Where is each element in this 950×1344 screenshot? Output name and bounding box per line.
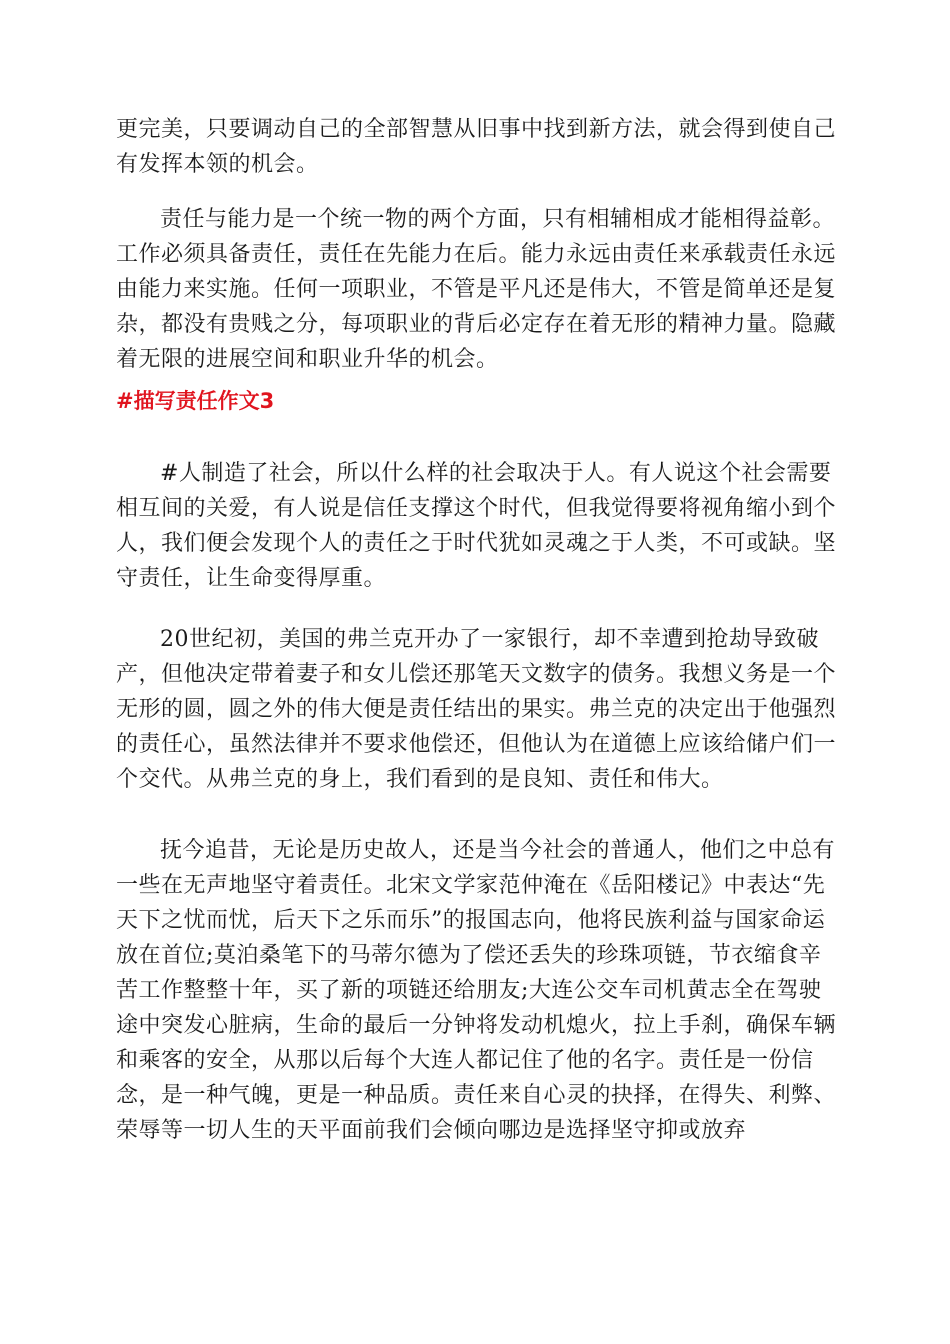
paragraph-3 [116, 456, 836, 596]
paragraph-1 [116, 112, 836, 182]
paragraph-2 [116, 202, 836, 377]
text-line: 的责任心，虽然法律并不要求他偿还，但他认为在道德上应该给储户们一 [116, 732, 837, 757]
text-line: 念，是一种气魄，更是一种品质。责任来自心灵的抉择，在得失、利弊、 [116, 1083, 837, 1108]
text-line: 有发挥本领的机会。 [116, 152, 319, 177]
text-line: 产，但他决定带着妻子和女儿偿还那笔天文数字的债务。我想义务是一个 [116, 662, 837, 687]
text-line: 杂，都没有贵贱之分，每项职业的背后必定存在着无形的精神力量。隐藏 [116, 312, 837, 337]
text-line: 责任与能力是一个统一物的两个方面，只有相辅相成才能相得益彰。 [160, 207, 836, 232]
text-line: 相互间的关爱，有人说是信任支撑这个时代，但我觉得要将视角缩小到个 [116, 496, 837, 521]
text-line: 途中突发心脏病，生命的最后一分钟将发动机熄火，拉上手刹，确保车辆 [116, 1013, 837, 1038]
text-line: 由能力来实施。任何一项职业，不管是平凡还是伟大，不管是简单还是复 [116, 277, 837, 302]
text-line: 个交代。从弗兰克的身上，我们看到的是良知、责任和伟大。 [116, 767, 724, 792]
text-line: 工作必须具备责任，责任在先能力在后。能力永远由责任来承载责任永远 [116, 242, 837, 267]
section-heading: #描写责任作文3 [116, 389, 275, 413]
text-line: 着无限的进展空间和职业升华的机会。 [116, 347, 499, 372]
text-line: 20世纪初，美国的弗兰克开办了一家银行，却不幸遭到抢劫导致破 [160, 627, 819, 652]
text-line: 荣辱等一切人生的天平面前我们会倾向哪边是选择坚守抑或放弃 [116, 1118, 747, 1143]
text-line: 苦工作整整十年，买了新的项链还给朋友;大连公交车司机黄志全在驾驶 [116, 978, 822, 1003]
text-line: 天下之忧而忧，后天下之乐而乐”的报国志向，他将民族利益与国家命运 [116, 908, 826, 933]
text-line: 无形的圆，圆之外的伟大便是责任结出的果实。弗兰克的决定出于他强烈 [116, 697, 837, 722]
text-line: 更完美，只要调动自己的全部智慧从旧事中找到新方法，就会得到使自己 [116, 117, 837, 142]
text-line: #人制造了社会，所以什么样的社会取决于人。有人说这个社会需要 [160, 461, 832, 486]
text-line: 抚今追昔，无论是历史故人，还是当今社会的普通人，他们之中总有 [160, 838, 836, 863]
text-line: 人，我们便会发现个人的责任之于时代犹如灵魂之于人类，不可或缺。坚 [116, 531, 837, 556]
paragraph-4 [116, 622, 836, 797]
text-line: 一些在无声地坚守着责任。北宋文学家范仲淹在《岳阳楼记》中表达“先 [116, 873, 826, 898]
text-line: 和乘客的安全，从那以后每个大连人都记住了他的名字。责任是一份信 [116, 1048, 814, 1073]
text-line: 守责任，让生命变得厚重。 [116, 566, 387, 591]
text-line: 放在首位;莫泊桑笔下的马蒂尔德为了偿还丢失的珍珠项链，节衣缩食辛 [116, 943, 822, 968]
paragraph-5 [116, 833, 836, 1148]
